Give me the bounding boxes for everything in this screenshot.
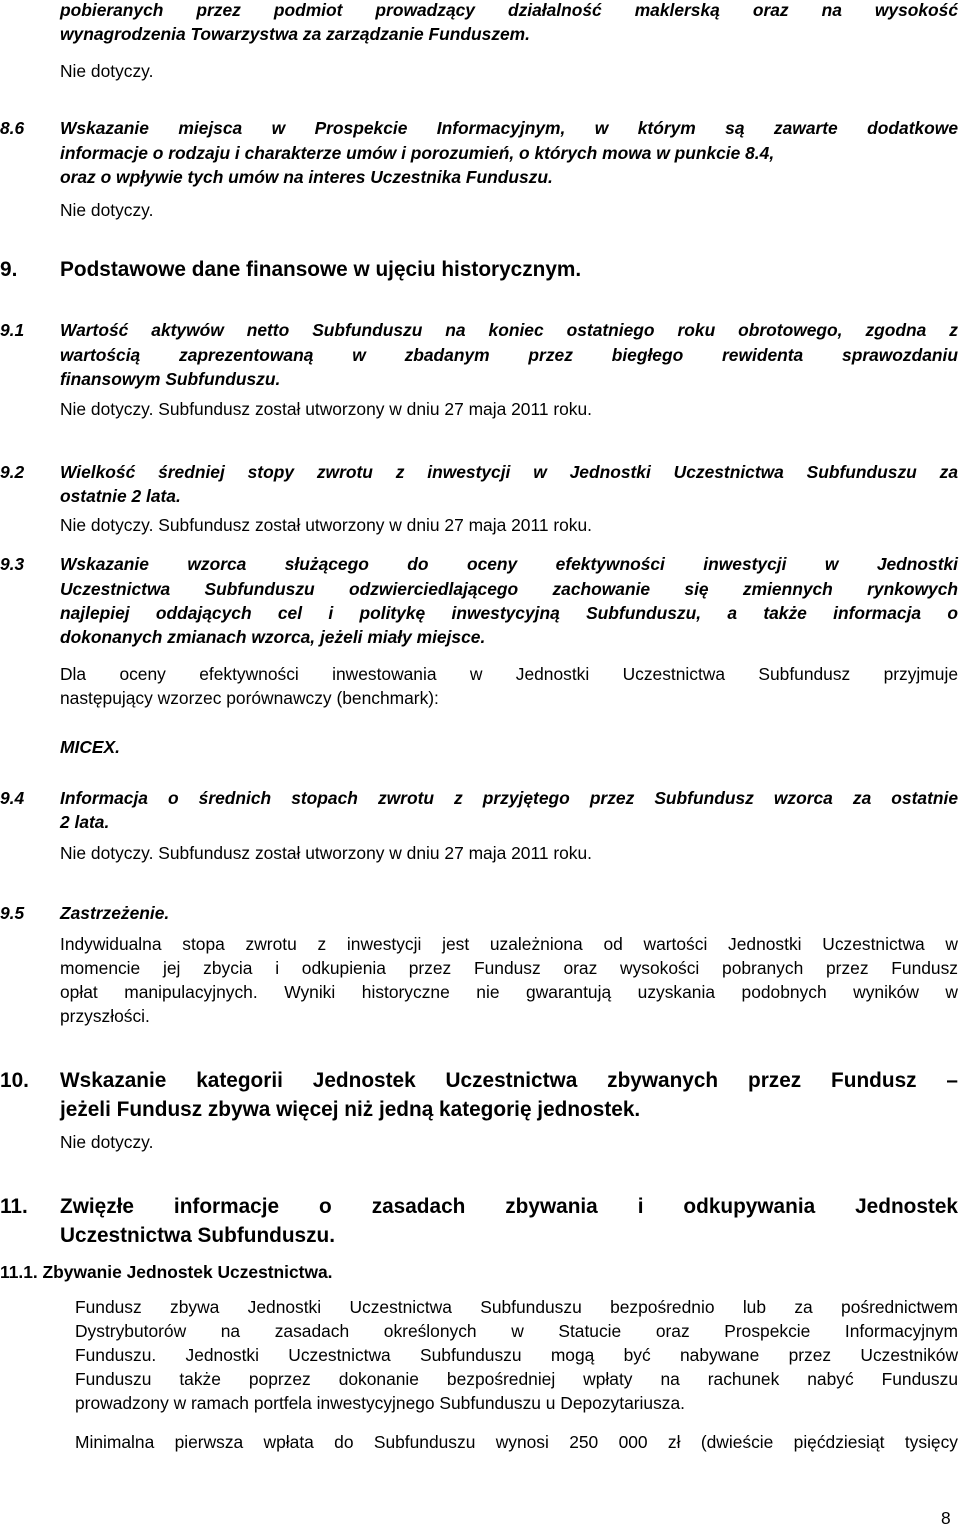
section-9-5-line-3: opłat manipulacyjnych. Wyniki historyczne nie gwarantują uzyskania podobnych wyników w	[60, 982, 958, 1002]
section-9-4-answer: Nie dotyczy. Subfundusz został utworzony w dniu 27 maja 2011 roku.	[60, 843, 592, 863]
section-8-6-number: 8.6	[0, 118, 25, 138]
section-9-3-line-3: najlepiej oddających cel i politykę inwestycyjną Subfunduszu, a także informacja o	[60, 603, 958, 623]
section-8-6-line-3: oraz o wpływie tych umów na interes Uczestnika Funduszu.	[60, 167, 553, 187]
section-9-1-line-2: wartością zaprezentowaną w zbadanym przez biegłego rewidenta sprawozdaniu	[60, 345, 958, 365]
section-9-1-answer: Nie dotyczy. Subfundusz został utworzony w dniu 27 maja 2011 roku.	[60, 399, 592, 419]
section-9-1-number: 9.1	[0, 320, 25, 340]
section-8-6-answer: Nie dotyczy.	[60, 200, 154, 220]
section-9-2-line-1: Wielkość średniej stopy zwrotu z inwestycji w Jednostki Uczestnictwa Subfunduszu za	[60, 462, 958, 482]
section-11-line-2: Uczestnictwa Subfunduszu.	[60, 1224, 336, 1247]
section-11-1-line-1: Fundusz zbywa Jednostki Uczestnictwa Subfunduszu bezpośrednio lub za pośrednictwem	[75, 1297, 958, 1317]
section-9-3-line-4: dokonanych zmianach wzorca, jeżeli miały miejsce.	[60, 627, 486, 647]
section-9-3-paragraph-line-2: następujący wzorzec porównawczy (benchmark):	[60, 688, 439, 708]
section-9-title: Podstawowe dane finansowe w ujęciu historycznym.	[60, 258, 582, 281]
section-11-1-line-3: Funduszu. Jednostki Uczestnictwa Subfunduszu mogą być nabywane przez Uczestników	[75, 1345, 958, 1365]
section-10-number: 10.	[0, 1069, 29, 1092]
intro-answer: Nie dotyczy.	[60, 61, 154, 81]
section-9-2-answer: Nie dotyczy. Subfundusz został utworzony w dniu 27 maja 2011 roku.	[60, 515, 592, 535]
section-11-1-line-4: Funduszu także poprzez dokonanie bezpośredniej wpłaty na rachunek nabyć Funduszu	[75, 1369, 958, 1389]
intro-line-1: pobieranych przez podmiot prowadzący działalność maklerską oraz na wysokość	[60, 0, 958, 20]
section-8-6-line-1: Wskazanie miejsca w Prospekcie Informacyjnym, w którym są zawarte dodatkowe	[60, 118, 958, 138]
section-10-answer: Nie dotyczy.	[60, 1132, 154, 1152]
section-11-1-line-5: prowadzony w ramach portfela inwestycyjnego Subfunduszu u Depozytariusza.	[75, 1393, 685, 1413]
section-10-line-2: jeżeli Fundusz zbywa więcej niż jedną kategorię jednostek.	[60, 1098, 641, 1121]
section-9-1-line-1: Wartość aktywów netto Subfunduszu na koniec ostatniego roku obrotowego, zgodna z	[60, 320, 958, 340]
section-9-5-line-1: Indywidualna stopa zwrotu z inwestycji jest uzależniona od wartości Jednostki Uczestnictwa w	[60, 934, 958, 954]
section-10-line-1: Wskazanie kategorii Jednostek Uczestnictwa zbywanych przez Fundusz –	[60, 1069, 958, 1092]
section-11-number: 11.	[0, 1195, 28, 1218]
section-9-5-title: Zastrzeżenie.	[60, 903, 170, 923]
section-11-1-title: 11.1. Zbywanie Jednostek Uczestnictwa.	[0, 1262, 333, 1282]
section-9-3-number: 9.3	[0, 554, 25, 574]
section-11-1-line-6: Minimalna pierwsza wpłata do Subfunduszu wynosi 250 000 zł (dwieście pięćdziesiąt tysięcy	[75, 1432, 958, 1452]
section-9-4-number: 9.4	[0, 788, 25, 808]
benchmark-name: MICEX.	[60, 737, 120, 757]
section-9-5-number: 9.5	[0, 903, 25, 923]
section-11-line-1: Zwięzłe informacje o zasadach zbywania i odkupywania Jednostek	[60, 1195, 958, 1218]
intro-line-2: wynagrodzenia Towarzystwa za zarządzanie Funduszem.	[60, 24, 530, 44]
section-9-3-line-2: Uczestnictwa Subfunduszu odzwierciedlającego zachowanie się zmiennych rynkowych	[60, 579, 958, 599]
section-9-1-line-3: finansowym Subfunduszu.	[60, 369, 281, 389]
section-9-2-number: 9.2	[0, 462, 25, 482]
section-9-number: 9.	[0, 258, 18, 281]
section-11-1-line-2: Dystrybutorów na zasadach określonych w Statucie oraz Prospekcie Informacyjnym	[75, 1321, 958, 1341]
section-9-3-line-1: Wskazanie wzorca służącego do oceny efektywności inwestycji w Jednostki	[60, 554, 958, 574]
section-9-4-line-1: Informacja o średnich stopach zwrotu z przyjętego przez Subfundusz wzorca za ostatnie	[60, 788, 958, 808]
section-9-5-line-4: przyszłości.	[60, 1006, 150, 1026]
section-8-6-line-2: informacje o rodzaju i charakterze umów i porozumień, o których mowa w punkcie 8.4,	[60, 143, 775, 163]
page-number: 8	[941, 1508, 951, 1528]
section-9-5-line-2: momencie jej zbycia i odkupienia przez Fundusz oraz wysokości pobranych przez Fundusz	[60, 958, 958, 978]
section-9-3-paragraph-line-1: Dla oceny efektywności inwestowania w Jednostki Uczestnictwa Subfundusz przyjmuje	[60, 664, 958, 684]
section-9-2-line-2: ostatnie 2 lata.	[60, 486, 181, 506]
section-9-4-line-2: 2 lata.	[60, 812, 110, 832]
